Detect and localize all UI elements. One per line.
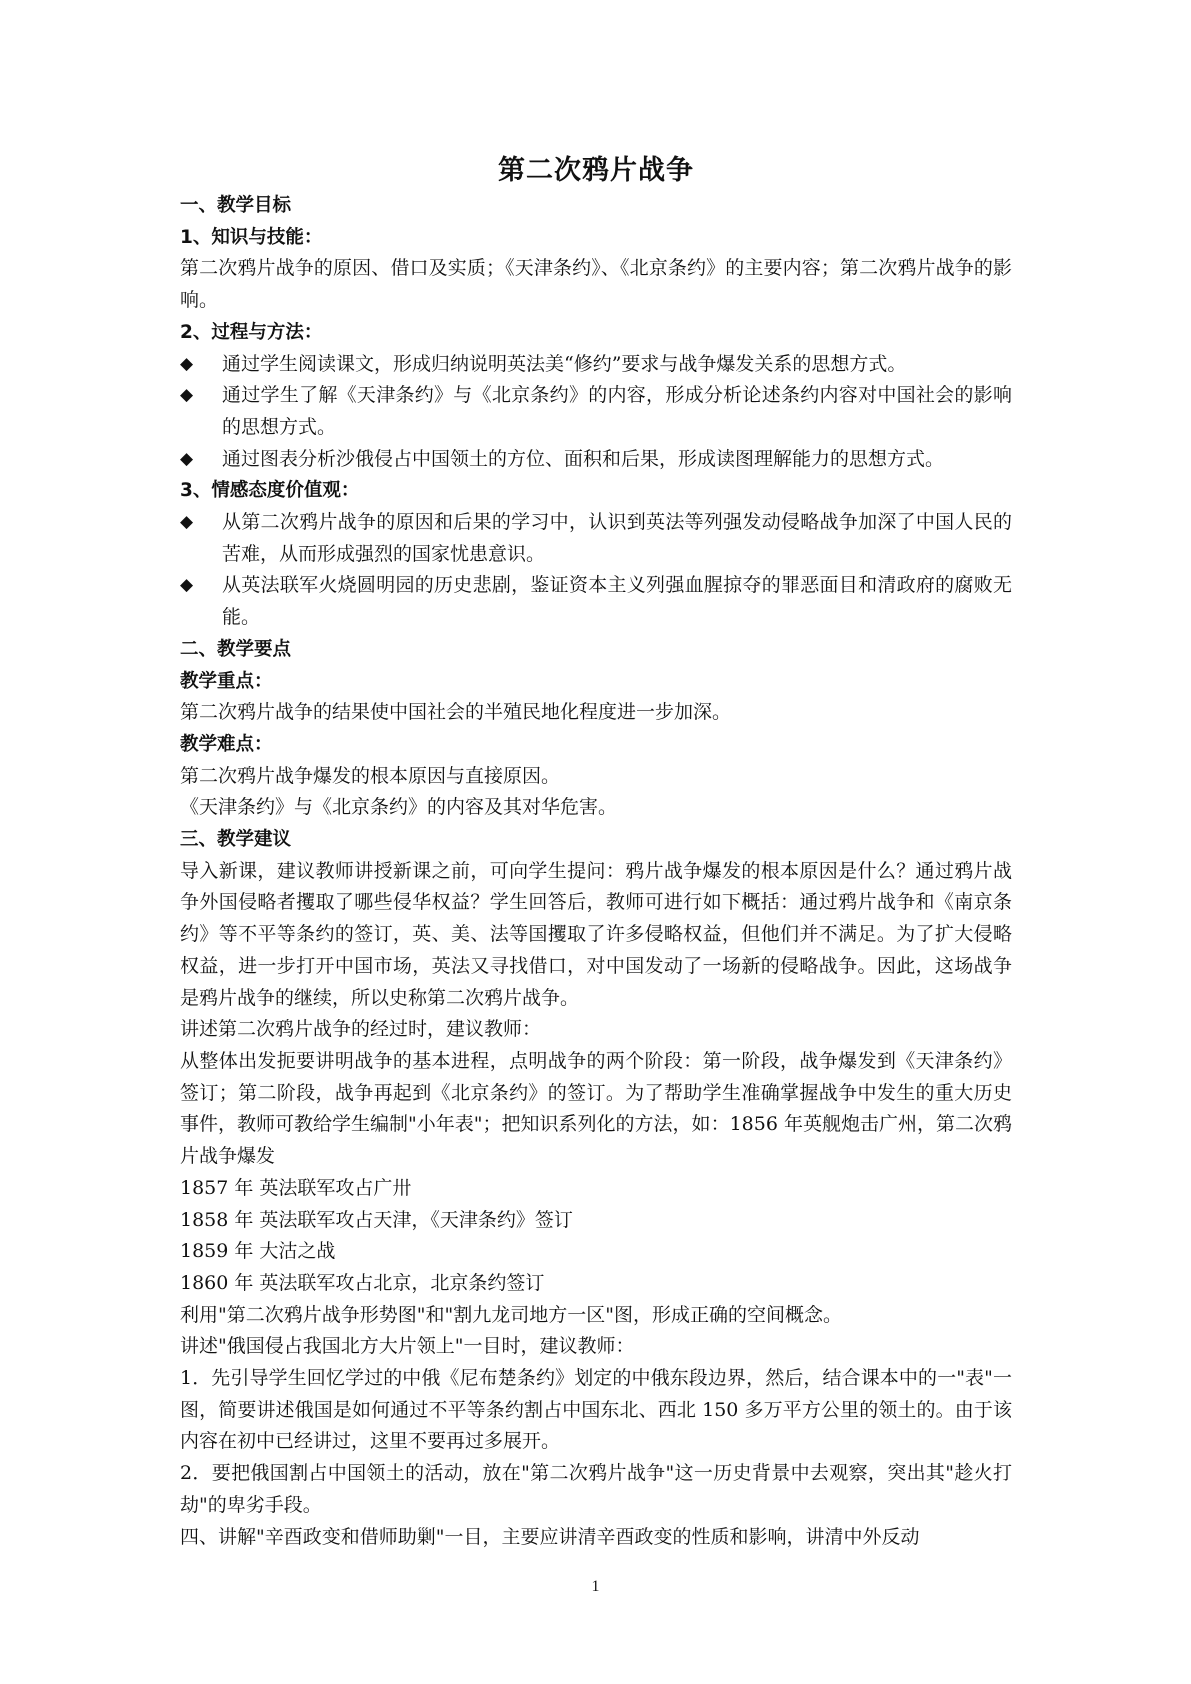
knowledge-paragraph: 第二次鸦片战争的原因、借口及实质；《天津条约》、《北京条约》的主要内容；第二次鸦片战争的影响。 <box>180 257 1012 312</box>
process-intro: 讲述第二次鸦片战争的经过时，建议教师： <box>180 1018 542 1041</box>
subheading-focus: 教学重点： <box>180 670 273 692</box>
timeline-entry: 1858 年 英法联军攻占天津，《天津条约》签订 <box>180 1208 573 1231</box>
diamond-bullet-icon: ◆ <box>180 575 194 596</box>
focus-text: 第二次鸦片战争的结果使中国社会的半殖民地化程度进一步加深。 <box>180 701 732 724</box>
subheading-knowledge: 1、知识与技能： <box>180 226 323 248</box>
map-usage-text: 利用"第二次鸦片战争形势图"和"割九龙司地方一区"图，形成正确的空间概念。 <box>180 1303 842 1326</box>
bullet-text: 从第二次鸦片战争的原因和后果的学习中，认识到英法等列强发动侵略战争加深了中国人民的苦难，从而形成强烈的国家忧患意识。 <box>222 511 1012 565</box>
timeline-entry: 1857 年 英法联军攻占广卅 <box>180 1176 412 1199</box>
page-title: 第二次鸦片战争 <box>498 155 694 186</box>
timeline-entry: 1859 年 大沽之战 <box>180 1240 336 1263</box>
bullet-item <box>180 507 1012 570</box>
diamond-bullet-icon: ◆ <box>180 448 194 469</box>
bullet-text: 通过学生阅读课文，形成归纳说明英法美“修约”要求与战争爆发关系的思想方式。 <box>222 352 907 375</box>
bullet-text: 通过学生了解《天津条约》与《北京条约》的内容，形成分析论述条约内容对中国社会的影响的思想方式。 <box>222 384 1012 438</box>
bullet-item <box>180 444 1012 476</box>
subheading-process: 2、过程与方法： <box>180 321 323 343</box>
subheading-emotion: 3、情感态度价值观： <box>180 480 360 502</box>
russia-intro: 讲述"俄国侵占我国北方大片领上"一目时，建议教师： <box>180 1335 635 1358</box>
difficulty-line: 第二次鸦片战争爆发的根本原因与直接原因。 <box>180 764 561 787</box>
section-heading-key-points: 二、教学要点 <box>180 638 292 660</box>
bullet-text: 从英法联军火烧圆明园的历史悲剧，鉴证资本主义列强血腥掠夺的罪恶面目和清政府的腐败无能。 <box>222 574 1012 629</box>
page-number: 1 <box>591 1578 600 1595</box>
difficulty-line: 《天津条约》与《北京条约》的内容及其对华危害。 <box>180 796 618 819</box>
diamond-bullet-icon: ◆ <box>180 385 194 406</box>
intro-paragraph: 导入新课，建议教师讲授新课之前，可向学生提问：鸦片战争爆发的根本原因是什么？通过鸦片战争外国侵略者攫取了哪些侵华权益？学生回答后，教师可进行如下概括：通过鸦片战争和《南京条约》等不平等条约的签订，英、美、法等国攫取了许多侵略权益，但他们并不满足。为了扩大侵略权益，进一步打开中国市场，英法又寻找借口，对中国发动了一场新的侵略战争。因此，这场战争是鸦片战争的继续，所以史称第二次鸦片战争。 <box>180 859 1012 1009</box>
bullet-item <box>180 349 1012 381</box>
section-heading-objectives: 一、教学目标 <box>180 195 292 216</box>
section-heading-suggestions: 三、教学建议 <box>180 829 292 851</box>
subheading-difficulty: 教学难点： <box>180 733 273 755</box>
process-paragraph: 从整体出发扼要讲明战争的基本进程，点明战争的两个阶段：第一阶段，战争爆发到《天津条约》签订；第二阶段，战争再起到《北京条约》的签订。为了帮助学生准确掌握战争中发生的重大历史事件，教师可教给学生编制"小年表"；把知识系列化的方法，如：1856 年英舰炮击广州，第二次鸦片战争爆发 <box>180 1049 1012 1168</box>
russia-point-1: 1．先引导学生回忆学过的中俄《尼布楚条约》划定的中俄东段边界，然后，结合课本中的一"表"一图，简要讲述俄国是如何通过不平等条约割占中国东北、西北 150 多万平方公里的领土的。由于该内容在初中已经讲过，这里不要再过多展开。 <box>180 1367 1012 1453</box>
bullet-item <box>180 570 1012 633</box>
timeline-entry: 1860 年 英法联军攻占北京，北京条约签订 <box>180 1271 545 1294</box>
bullet-item <box>180 380 1012 443</box>
diamond-bullet-icon: ◆ <box>180 512 194 533</box>
section-four-line: 四、讲解"辛酉政变和借师助剿"一目，主要应讲清辛酉政变的性质和影响，讲清中外反动 <box>180 1525 920 1548</box>
document-body <box>180 148 1012 1553</box>
diamond-bullet-icon: ◆ <box>180 353 194 374</box>
bullet-text: 通过图表分析沙俄侵占中国领土的方位、面积和后果，形成读图理解能力的思想方式。 <box>222 447 945 470</box>
russia-point-2: 2．要把俄国割占中国领土的活动，放在"第二次鸦片战争"这一历史背景中去观察，突出其"趁火打劫"的卑劣手段。 <box>180 1462 1012 1516</box>
